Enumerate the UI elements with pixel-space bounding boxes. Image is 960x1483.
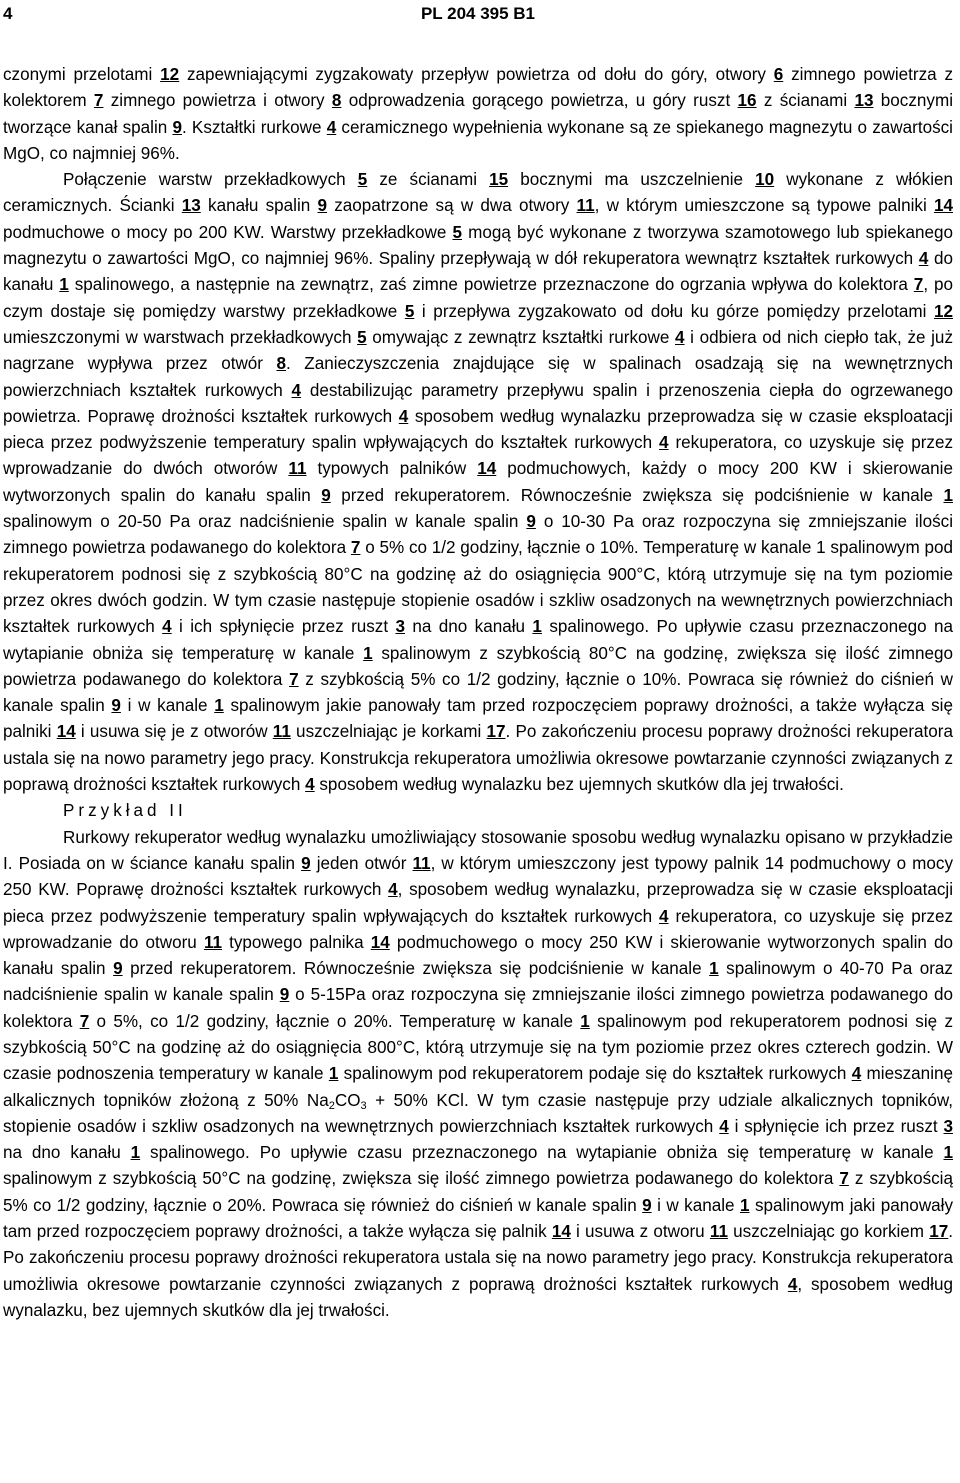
reference-numeral: 1 [130, 1143, 141, 1163]
reference-numeral: 17 [486, 722, 506, 742]
text-run: i przepływa zygzakowato od dołu ku górze pomiędzy przelotami [414, 301, 934, 321]
text-run: mogą być wykonane z tworzywa szamotowego lub spiekanego magnezytu o zawartości MgO, co najmniej 96%. Spaliny przepływają w dół rekuperatora wewnątrz kształtek rurkowych [3, 222, 954, 269]
text-run: odprowadzenia gorącego powietrza, u góry ruszt [341, 91, 738, 111]
text-run: spalinowym pod rekuperatorem podaje się do kształtek rurkowych [338, 1064, 852, 1084]
text-run: na dno kanału [405, 617, 533, 637]
page-header [3, 4, 953, 26]
reference-numeral: 4 [291, 380, 302, 400]
example-heading-text: Przykład II [63, 801, 187, 821]
reference-numeral: 5 [357, 170, 368, 190]
reference-numeral: 9 [279, 985, 290, 1005]
text-run: i odbiera od nich ciepło tak, że już nagrzane wypływa przez otwór [3, 327, 953, 374]
text-run: o 5%, co 1/2 godziny, łącznie o 20%. Temperaturę w kanale [89, 1011, 581, 1031]
text-run: spalinowym z szybkością 80°C na godzinę, zwiększa się ilość zimnego powietrza podawanego do kolektora [3, 643, 953, 689]
text-run: spalinowego, a następnie na zewnątrz, zaś zimne powietrze przeznaczone do ogrzania wpływa do kolektora [68, 275, 914, 295]
reference-numeral: 9 [317, 196, 328, 216]
subscript: 3 [360, 1099, 367, 1112]
body-text [3, 62, 953, 1324]
document-id: PL 204 395 B1 [420, 4, 536, 23]
reference-numeral: 14 [370, 932, 390, 952]
reference-numeral: 9 [642, 1195, 652, 1215]
text-run: spalinowym o 20-50 Pa oraz nadciśnienie spalin w kanale spalin [3, 512, 527, 532]
reference-numeral: 1 [580, 1011, 590, 1031]
reference-numeral: 1 [943, 1143, 953, 1163]
text-run: o 5% co 1/2 godziny, łącznie o 10%. Temperaturę w kanale 1 spalinowym pod rekuperatorem podnosi się z szybkością 80°C na godzinę aż do osiągnięcia 900°C, którą utrzymuje się na tym poziomie przez okres dwóch godzin. W tym czasie następuje stopienie osadów i szkliw osadzonych na wewnętrznych powierzchniach kształtek rurkowych [3, 538, 953, 637]
text-run: rekuperatora, co uzyskuje się przez wprowadzanie do otworu [3, 906, 953, 952]
text-run: o 5-15Pa oraz rozpoczyna się zmniejszanie ilości zimnego powietrza podawanego do kolektora [3, 985, 954, 1031]
text-run: przed rekuperatorem. Równocześnie zwiększa się podciśnienie w kanale [330, 485, 944, 505]
text-run: sposobem według wynalazku bez ujemnych skutków dla jej trwałości. [314, 775, 844, 795]
reference-numeral: 1 [59, 275, 69, 295]
text-run: . Po zakończeniu procesu poprawy drożności rekuperatora ustala się na nowo parametry jego pracy. Konstrukcja rekuperatora umożliwia okresowe powtarzanie czynności związanych z poprawą drożności kształtek rurkowych [3, 722, 953, 795]
reference-numeral: 9 [301, 853, 311, 873]
text-run: . Po zakończeniu procesu poprawy drożności rekuperatora ustala się na nowo parametry jego pracy. Konstrukcja rekuperatora umożliwia okresowe powtarzanie czynności związanych z poprawą drożności kształtek rurkowych [3, 1222, 953, 1294]
text-run: spalinowego. Po upływie czasu przeznaczonego na wytapianie obniża się temperaturę w kanale [3, 617, 954, 663]
reference-numeral: 4 [162, 617, 172, 637]
reference-numeral: 15 [489, 170, 509, 190]
text-run: rekuperatora, co uzyskuje się przez wprowadzanie do dwóch otworów [3, 433, 953, 479]
text-run: umieszczonymi w warstwach przekładkowych [3, 327, 358, 347]
reference-numeral: 6 [773, 65, 784, 84]
text-run: Połączenie warstw przekładkowych [63, 170, 358, 190]
reference-numeral: 7 [289, 669, 299, 689]
reference-numeral: 9 [113, 959, 123, 979]
text-run: omywając z zewnątrz kształtki rurkowe [366, 327, 676, 347]
reference-numeral: 5 [357, 327, 367, 347]
reference-numeral: 8 [331, 91, 342, 111]
reference-numeral: 1 [328, 1064, 339, 1084]
reference-numeral: 4 [918, 249, 929, 269]
example-heading [3, 798, 953, 824]
paragraph [3, 167, 953, 798]
text-run: typowych palników [306, 459, 478, 479]
text-run: zapewniającymi zygzakowaty przepływ powietrza od dołu do góry, otwory [179, 65, 774, 84]
reference-numeral: 1 [363, 643, 373, 663]
reference-numeral: 7 [839, 1169, 849, 1189]
reference-numeral: 11 [272, 722, 291, 742]
text-run: przed rekuperatorem. Równocześnie zwiększa się podciśnienie w kanale [122, 959, 710, 979]
reference-numeral: 7 [350, 538, 361, 558]
reference-numeral: 1 [709, 959, 719, 979]
text-run: Rurkowy rekuperator według wynalazku umożliwiający stosowanie sposobu według wynalazku opisano w przykładzie I. Posiada on w ściance kanału spalin [3, 827, 953, 873]
paragraph [3, 62, 953, 167]
reference-numeral: 13 [854, 91, 874, 111]
text-run: spalinowym jakie panowały tam przed rozpoczęciem poprawy drożności, a także wyłącza się palniki [3, 696, 953, 742]
reference-numeral: 9 [172, 117, 182, 137]
reference-numeral: 4 [787, 1274, 798, 1294]
text-run: uszczelniając go korkiem [727, 1222, 930, 1242]
reference-numeral: 8 [276, 354, 287, 374]
text-run: wykonane z włókien ceramicznych. Ścianki [3, 170, 954, 216]
text-run: ze ścianami [367, 170, 490, 190]
reference-numeral: 14 [933, 196, 953, 216]
text-run: spalinowym o 40-70 Pa oraz nadciśnienie spalin w kanale spalin [3, 959, 953, 1005]
text-run: jeden otwór [310, 853, 413, 873]
reference-numeral: 4 [659, 906, 669, 926]
text-run: zimnego powietrza i otwory [103, 91, 332, 111]
paragraph [3, 825, 953, 1325]
reference-numeral: 9 [111, 696, 121, 716]
text-run: CO [334, 1090, 361, 1110]
text-run: podmuchowego o mocy 250 KW i skierowanie wytworzonych spalin do kanału spalin [3, 932, 954, 979]
text-run: o 10-30 Pa oraz rozpoczyna się zmniejszanie ilości zimnego powietrza podawanego do kolektora [3, 512, 953, 558]
reference-numeral: 4 [851, 1064, 862, 1084]
reference-numeral: 11 [709, 1222, 728, 1242]
reference-numeral: 1 [532, 617, 542, 637]
reference-numeral: 7 [79, 1011, 90, 1031]
subscript: 2 [328, 1099, 335, 1112]
reference-numeral: 4 [719, 1116, 729, 1136]
text-run: do kanału [3, 249, 953, 295]
text-run: i usuwa się je z otworów [75, 722, 273, 742]
text-run: z szybkością 5% co 1/2 godziny, łącznie o 20%. Powraca się również do ciśnień w kanale spalin [3, 1169, 953, 1215]
reference-numeral: 16 [737, 91, 757, 111]
text-run: i w kanale [120, 696, 215, 716]
text-run: spalinowym jaki panowały tam przed rozpoczęciem poprawy drożności, a także wyłącza się palnik [3, 1195, 954, 1242]
reference-numeral: 4 [326, 117, 337, 137]
text-run: . Zanieczyszczenia znajdujące się w spalinach osadzają się na wewnętrznych powierzchniach kształtek rurkowych [3, 354, 953, 400]
reference-numeral: 4 [305, 775, 315, 795]
text-run: , po czym dostaje się pomiędzy warstwy przekładkowe [3, 275, 953, 321]
reference-numeral: 17 [929, 1222, 949, 1242]
text-run: uszczelniając je korkami [290, 722, 487, 742]
text-run: i usuwa z otworu [570, 1222, 710, 1242]
text-run: bocznymi tworzące kanał spalin [3, 91, 953, 137]
text-run: i ich spłynięcie przez ruszt [171, 617, 396, 637]
text-run: na dno kanału [3, 1143, 131, 1163]
reference-numeral: 10 [755, 170, 775, 190]
reference-numeral: 4 [388, 880, 398, 900]
page-number: 4 [3, 4, 13, 23]
text-run: czonymi przelotami [3, 65, 161, 84]
reference-numeral: 4 [659, 433, 669, 453]
text-run: i spłynięcie ich przez ruszt [728, 1116, 944, 1136]
reference-numeral: 9 [526, 512, 536, 532]
reference-numeral: 3 [395, 617, 405, 637]
reference-numeral: 7 [913, 275, 924, 295]
text-run: spalinowym pod rekuperatorem podnosi się z szybkością 50°C na godzinę aż do osiągnięcia 800°C, którą utrzymuje się na tym poziomie przez okres czterech godzin. W czasie podnoszenia temperatury w kanale [3, 1011, 953, 1084]
reference-numeral: 11 [203, 932, 223, 952]
text-run: mieszaninę alkalicznych topników złożoną z 50% Na [3, 1064, 954, 1110]
text-run: zimnego powietrza z kolektorem [3, 65, 953, 111]
reference-numeral: 11 [576, 196, 595, 216]
reference-numeral: 3 [943, 1116, 954, 1136]
reference-numeral: 5 [404, 301, 415, 321]
reference-numeral: 7 [93, 91, 104, 111]
reference-numeral: 11 [412, 853, 431, 873]
text-run: + 50% KCl. W tym czasie następuje przy udziale alkalicznych topników, stopienie osadów i szkliw osadzonych na wewnętrznych powierzchniach kształtek rurkowych [3, 1090, 953, 1136]
reference-numeral: 9 [321, 485, 331, 505]
text-run: bocznymi ma uszczelnienie [508, 170, 756, 190]
text-run: zaopatrzone są w dwa otwory [327, 196, 577, 216]
reference-numeral: 5 [452, 222, 462, 242]
reference-numeral: 1 [943, 485, 953, 505]
reference-numeral: 12 [160, 65, 180, 84]
text-run: z ścianami [756, 91, 855, 111]
text-run: ceramicznego wypełnienia wykonane są ze spiekanego magnezytu o zawartości MgO, co najmniej 96%. [3, 117, 953, 163]
text-run: typowego palnika [222, 932, 371, 952]
reference-numeral: 4 [675, 327, 685, 347]
reference-numeral: 14 [56, 722, 76, 742]
reference-numeral: 1 [214, 696, 224, 716]
text-run: sposobem według wynalazku przeprowadza się w czasie eksploatacji pieca przez podwyższenie temperatury spalin wpływających do kształtek rurkowych [3, 406, 953, 453]
text-run: destabilizując parametry przepływu spalin i przenoszenia ciepła do ogrzewanego powietrza. Poprawę drożności kształtek rurkowych [3, 380, 953, 426]
reference-numeral: 12 [933, 301, 953, 321]
reference-numeral: 4 [398, 406, 409, 426]
text-run: . Kształtki rurkowe [181, 117, 327, 137]
text-run: , w którym umieszczony jest typowy palnik 14 podmuchowy o mocy 250 KW. Poprawę drożności kształtek rurkowych [3, 853, 953, 900]
reference-numeral: 11 [288, 459, 307, 479]
reference-numeral: 1 [739, 1195, 750, 1215]
reference-numeral: 14 [551, 1222, 571, 1242]
text-run: , w którym umieszczone są typowe palniki [594, 196, 934, 216]
text-run: z szybkością 5% co 1/2 godziny, łącznie o 10%. Powraca się również do ciśnień w kanale spalin [3, 669, 953, 716]
text-run: , sposobem według wynalazku, przeprowadza się w czasie eksploatacji pieca przez podwyższenie temperatury spalin wpływających do kształtek rurkowych [3, 880, 954, 926]
text-run: podmuchowych, każdy o mocy 200 KW i skierowanie wytworzonych spalin do kanału spalin [3, 459, 953, 505]
text-run: , sposobem według wynalazku, bez ujemnych skutków dla jej trwałości. [3, 1274, 953, 1320]
reference-numeral: 13 [181, 196, 201, 216]
text-run: kanału spalin [200, 196, 318, 216]
text-run: podmuchowe o mocy po 200 KW. Warstwy przekładkowe [3, 222, 453, 242]
text-run: spalinowym z szybkością 50°C na godzinę, zwiększa się ilość zimnego powietrza podawanego do kolektora [3, 1169, 840, 1189]
text-run: i w kanale [651, 1195, 740, 1215]
reference-numeral: 14 [477, 459, 497, 479]
text-run: spalinowego. Po upływie czasu przeznaczonego na wytapianie obniża się temperaturę w kanale [140, 1143, 944, 1163]
